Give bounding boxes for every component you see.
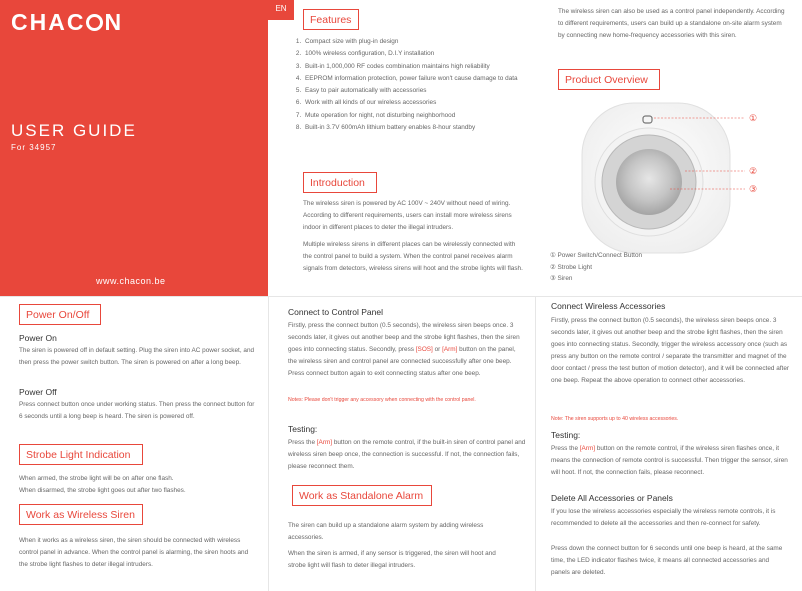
power-off-title: Power Off	[19, 387, 57, 397]
brand-part-2: N	[104, 9, 124, 35]
strobe-heading: Strobe Light Indication	[19, 444, 143, 465]
power-ring-icon	[86, 14, 103, 31]
features-list	[289, 36, 548, 134]
model-number: For 34957	[11, 143, 57, 152]
legend-item: ① Power Switch/Connect Button	[550, 252, 643, 259]
column-divider	[535, 296, 536, 591]
feature-item: 5. Easy to pair automatically with accessories	[303, 85, 548, 97]
legend-item: ② Strobe Light	[550, 263, 592, 271]
delete-all-text-1: If you lose the wireless accessories especially the wireless remote controls, it is recommended to delete all the accessories and then re-connect for safety.	[551, 508, 776, 527]
feature-item: 1. Compact size with plug-in design	[303, 36, 548, 48]
guide-title: USER GUIDE	[11, 121, 137, 140]
website-link[interactable]: www.chacon.be	[96, 276, 166, 286]
power-off-text: Press connect button once under working status. Then press the connect button for 6 seconds until a long beep is heard. The siren is powered off.	[19, 401, 255, 420]
language-tab: EN	[268, 0, 294, 20]
features-heading: Features	[303, 9, 359, 30]
brand-logo	[11, 9, 123, 36]
feature-item: 2. 100% wireless configuration, D.I.Y installation	[303, 48, 548, 60]
connect-panel-title: Connect to Control Panel	[288, 307, 383, 317]
callout-2: ②	[749, 166, 758, 176]
connect-accessories-note: Note: The siren supports up to 40 wireless accessories.	[551, 416, 679, 422]
feature-item: 7. Mute operation for night, not disturbing neighborhood	[303, 110, 548, 122]
brand-part-1: CHAC	[11, 9, 86, 35]
strobe-text-armed: When armed, the strobe light will be on after one flash.	[19, 475, 174, 482]
product-illustration	[540, 95, 802, 255]
siren-dome	[616, 149, 682, 215]
standalone-text-1: The siren can build up a standalone alarm system by adding wireless accessories.	[288, 522, 484, 541]
power-on-title: Power On	[19, 333, 57, 343]
strobe-text-disarmed: When disarmed, the strobe light goes out after two flashes.	[19, 487, 186, 494]
product-legend	[550, 250, 642, 285]
product-overview-heading: Product Overview	[558, 69, 660, 90]
testing-text: Press the [Arm] button on the remote control, if the built-in siren of control panel and wireless siren beep once, the connection is successful. If not, the connection fails, please reconnect them.	[288, 439, 526, 470]
connect-panel-note: Notes: Please don't trigger any accessory when connecting with the control panel.	[288, 397, 476, 403]
feature-item: 3. Built-in 1,000,000 RF codes combination maintains high reliability	[303, 61, 548, 73]
testing-title-2: Testing:	[551, 430, 581, 440]
power-heading: Power On/Off	[19, 304, 101, 325]
connect-accessories-text: Firstly, press the connect button (0.5 seconds), the wireless siren beeps once. 3 seconds later, it gives out another beep and the strobe light flashes, then the siren goes into connecting status. Secondly, trigger the wireless accessory once (such as press any button on the remote control / separate the transmitter and magnet of the door contact / press the test button of motion detector), and it will be connected after one beep. Repeat the above operation to connect other accessories.	[551, 317, 790, 384]
legend-item: ③ Siren	[550, 275, 573, 282]
connect-accessories-title: Connect Wireless Accessories	[551, 301, 666, 311]
introduction-text-1: The wireless siren is powered by AC 100V ~ 240V without need of wiring. According to different requirements, users can install more wireless sirens indoor in different places to deter the illegal intruders.	[303, 200, 512, 231]
testing-title: Testing:	[288, 424, 318, 434]
horizontal-divider	[0, 296, 802, 297]
delete-all-title: Delete All Accessories or Panels	[551, 493, 673, 503]
power-on-text: The siren is powered off in default setting. Plug the siren into AC power socket, and then press the power switch button. The siren is powered on after a long beep.	[19, 347, 255, 366]
standalone-intro-text: The wireless siren can also be used as a control panel independently. According to different requirements, users can build up a standalone on-site alarm system by connecting new home-frequency accessories with this siren.	[558, 8, 785, 39]
standalone-heading: Work as Standalone Alarm	[292, 485, 432, 506]
feature-item: 4. EEPROM information protection, power failure won't cause damage to data	[303, 73, 548, 85]
wireless-siren-heading: Work as Wireless Siren	[19, 504, 143, 525]
connect-panel-text: Firstly, press the connect button (0.5 seconds), the wireless siren beeps once. 3 seconds later, it gives out another beep and the strobe light flashes, then the siren goes into connecting status. Secondly, press [SOS] or [Arm] button on the panel, the wireless siren and control panel are connected successfully after one beep. Press connect button again to exit connecting status after one beep.	[288, 322, 520, 377]
cover-panel	[0, 0, 268, 296]
callout-3: ③	[749, 184, 758, 194]
callout-1: ①	[749, 113, 758, 123]
delete-all-text-2: Press down the connect button for 6 seconds until one beep is heard, at the same time, the LED indicator flashes twice, it means all connected accessories and panels are deleted.	[551, 545, 783, 576]
column-divider	[268, 296, 269, 591]
introduction-text-2: Multiple wireless sirens in different places can be wirelessly connected with the control panel to build a system. When the control panel receives alarm signals from detectors, wireless sirens will hoot and the strobe lights will flash.	[303, 241, 523, 272]
feature-item: 6. Work with all kinds of our wireless accessories	[303, 97, 548, 109]
feature-item: 8. Built-in 3.7V 600mAh lithium battery enables 8-hour standby	[303, 122, 548, 134]
wireless-siren-text: When it works as a wireless siren, the siren should be connected with wireless control panel in advance. When the control panel is alarming, the siren hoots and the strobe light flashes to deter illegal intruders.	[19, 537, 249, 568]
testing-text-2: Press the [Arm] button on the remote control, if the wireless siren flashes once, it means the connection of remote control is successful. Then trigger the sensor, siren will hoot. If not, the connection fails, please reconnect.	[551, 445, 788, 476]
introduction-heading: Introduction	[303, 172, 377, 193]
standalone-text-2: When the siren is armed, if any sensor is triggered, the siren will hoot and strobe light will flash to deter illegal intruders.	[288, 550, 496, 569]
